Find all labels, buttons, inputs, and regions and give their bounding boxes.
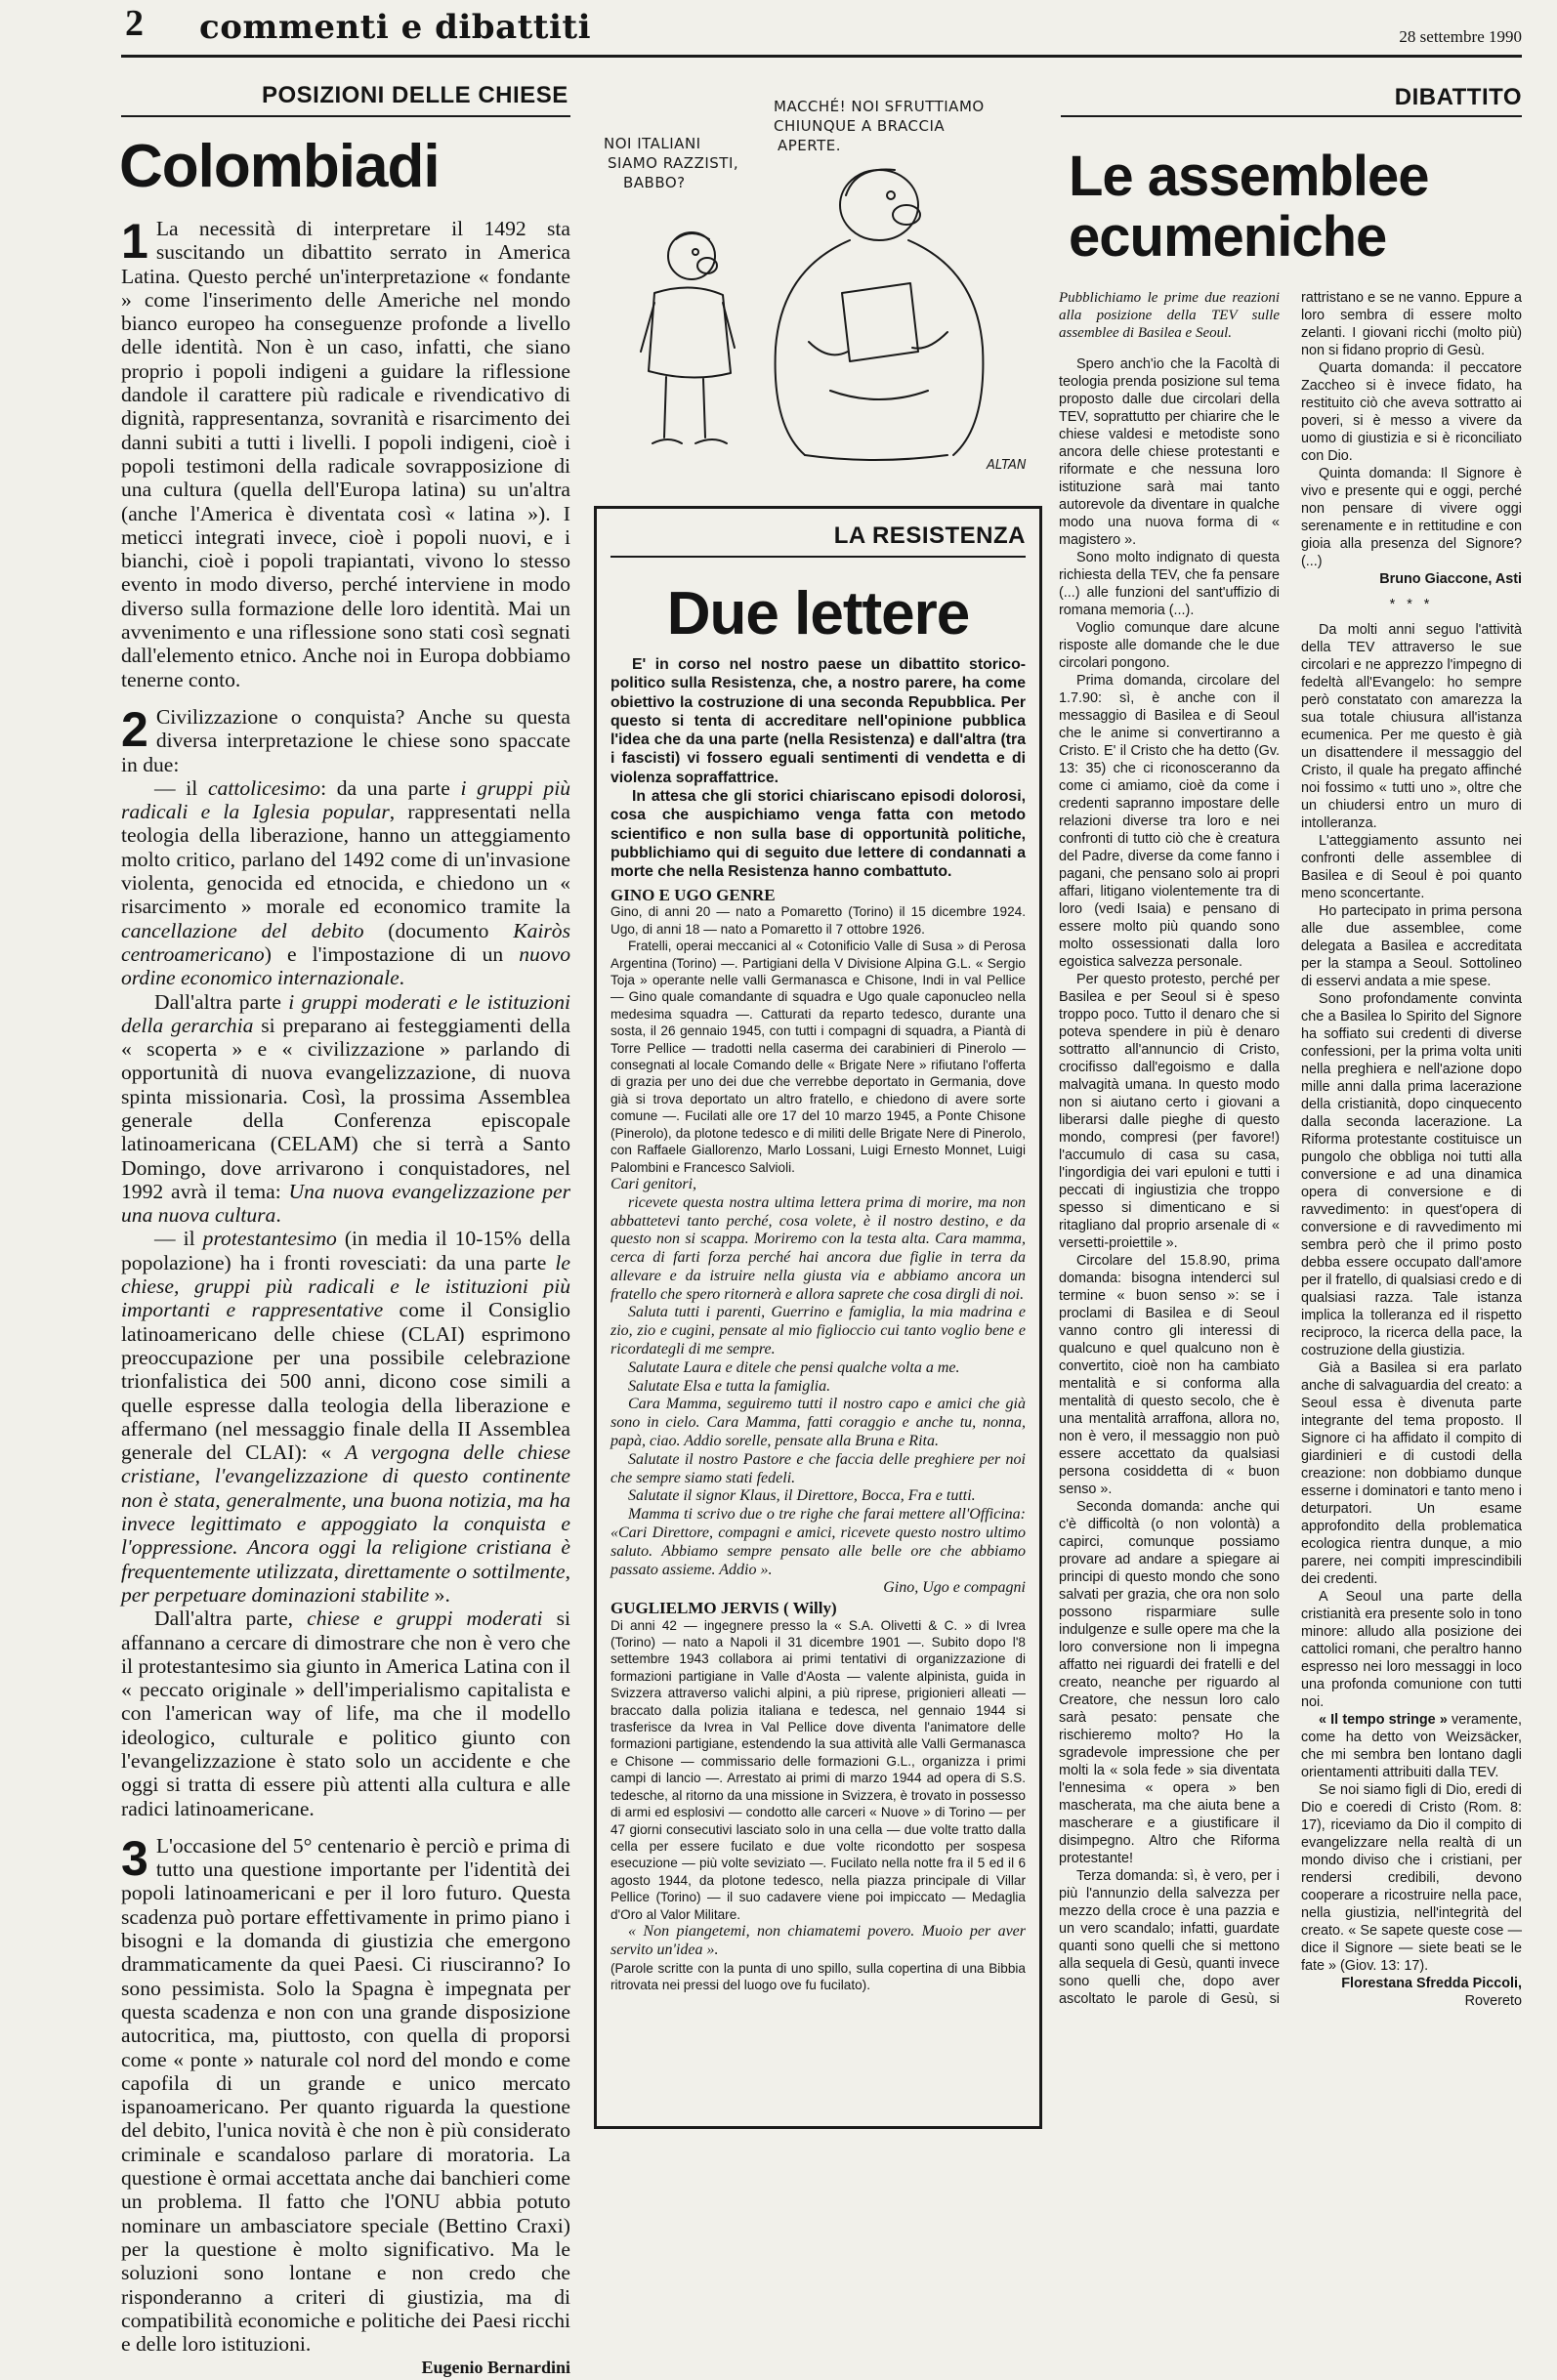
right-paragraph: Voglio comunque dare alcune risposte alle domande che le due circolari pongono. bbox=[1059, 620, 1280, 671]
box-letters bbox=[610, 885, 1026, 1993]
section-number-3: 3 bbox=[121, 1830, 148, 1886]
page-number: 2 bbox=[125, 3, 144, 44]
letter-1-text: Saluta tutti i parenti, Guerrino e famiglia, la mia madrina e zio, zio e cugini, pensate al mio figlioccio cui tanto voglio bene e ricordategli di me sempre. bbox=[610, 1304, 1026, 1358]
right-paragraph: Sono molto indignato di questa richiesta della TEV, che fa pensare (...) alle funzioni del sant'uffizio di romana memoria (...). bbox=[1059, 550, 1280, 618]
separator-stars: * * * bbox=[1389, 597, 1434, 612]
letter-1-text: Salutate il signor Klaus, il Direttore, Bocca, Fra e tutti. bbox=[628, 1487, 976, 1505]
child-speech-line-1: NOI ITALIANI bbox=[604, 135, 701, 152]
resistance-box bbox=[594, 506, 1042, 2129]
child-body bbox=[649, 287, 731, 377]
left-paragraph-protestantism: — il protestantesimo (in media il 10-15% della popolazione) ha i fronti rovesciati: da una parte le chiese, gruppi più radicali e le istituzioni più importanti e rappresentative come il Consiglio latinoamericano delle chiese (CLAI) esprimono preoccupazione per una possibile celebrazione trionfalistica dei 500 anni, dicono cose simili a quelle espresse dalla teologia della liberazione e affermano (nel messaggio finale della II Assemblea generale del CLAI): « A vergogna delle chiese cristiane, l'evangelizzazione di questo continente non è stata, generalmente, una buona notizia, ma ha invece legittimato e appoggiato la conquista e l'oppressione. Ancora oggi la religione cristiana è frequentemente utilizzata, direttamente o sottilmente, per perpetuare dominazioni stabilite ». bbox=[121, 1227, 571, 1607]
right-kicker-rule bbox=[1061, 115, 1522, 117]
child-speech-line-3: BABBO? bbox=[623, 174, 686, 191]
right-paragraph: Ho partecipato in prima persona alle due assemblee, come delegata a Basilea e accreditata per la stampa a Seoul. Sottolineo di esservi andata a mie spese. bbox=[1301, 903, 1522, 989]
masthead-rule bbox=[121, 55, 1522, 58]
letter-1-names: GINO E UGO GENRE bbox=[610, 886, 776, 904]
box-intro bbox=[610, 655, 1026, 882]
father-speech-line-2: CHIUNQUE A BRACCIA bbox=[774, 117, 946, 135]
letter-1-text: Cara Mamma, seguiremo tutti il nostro capo e amici che già sono in cielo. Cara Mamma, fatti coraggio e anche tu, nonna, papà, ciao. Addio sorelle, pensate alla Bruna e Rita. bbox=[610, 1396, 1026, 1450]
right-article-title bbox=[1069, 146, 1537, 268]
right-paragraph: Prima domanda, circolare del 1.7.90: sì, è anche con il messaggio di Basilea e di Seoul che le anime si convertiranno a Cristo. E' il Cristo che ha detto (Gv. 13: 35) che ci riconosceranno da come ci amiamo, cioè da come i credenti sapranno impostare delle relazioni diverse tra loro e nei confronti di tutto ciò che è creatura del Padre, diverse da come fanno i pagani, che pensano solo ai propri affari, litigano violentemente tra di loro (vedi Isaia) e pensano di essere molto più quando sono molto ossessionati dalla loro egoistica salvezza personale. bbox=[1059, 673, 1280, 970]
right-paragraph: Quarta domanda: il peccatore Zaccheo si è invece fidato, ha restituito ciò che aveva sottratto ai poveri, si è messo a vivere da uomo di giustizia e si è riconciliato con Dio. bbox=[1301, 360, 1522, 464]
letter-1-text: Salutate il nostro Pastore e che faccia delle preghiere per noi che sempre siamo stati fedeli. bbox=[610, 1450, 1026, 1486]
cartoon bbox=[586, 98, 1045, 480]
letter-1-text: Salutate Laura e ditele che pensi qualche volta a me. bbox=[628, 1358, 960, 1376]
father-paper bbox=[842, 283, 918, 361]
child-speech-line-2: SIAMO RAZZISTI, bbox=[608, 154, 739, 172]
right-paragraph: Terza domanda: sì, è vero, per i più l'annunzio della salvezza per mezzo della croce è una pazzia e un vero scandalo; infatti, guardate quanti sono quelli che si mettono alla sequela di Gesù, quanti invece sono quelli che, dopo aver ascoltato le parole di Gesù, si rattristano e se ne vanno. Eppure a loro sembra di essere molto zelanti. I giovani ricchi (molto più) non si fidano proprio di Gesù. bbox=[1059, 290, 1522, 2007]
issue-date: 28 settembre 1990 bbox=[1399, 27, 1522, 46]
letter-1-bio-detail: Fratelli, operai meccanici al « Cotonificio Valle di Susa » di Perosa Argentina (Torino) —. Partigiani della V Divisione Alpina G.L. « Sergio Toja » operante nelle valli Germanasca e Chisone, Indi in val Pellice — Gino quale comandante di squadra e Ugo quale caponucleo nella medesima squadra —. Catturati da reparto tedesco, durante una sosta, il 26 gennaio 1945, con tutti i compagni di squadra, a Piantà di Torre Pellice — tradotti nella caserma dei carabinieri di Pinerolo — consegnati al locale Comando delle « Brigate Nere » rifiutano l'offerta di grazia per uno dei due che verrebbe deportato in Germania, dove già si trova deportato un altro fratello, e chiedono di avere sorte comune —. Fucilati alle ore 17 del 10 marzo 1945, a Ponte Chisone (Pinerolo), da plotone tedesco e di militi delle Brigate Nere di Pinerolo, con Raffaele Giallorenzo, Marlo Lossani, Luigi Ernesto Monnet, Luigi Palombini e Francesco Salvioli. bbox=[610, 939, 1026, 1175]
left-article-title: Colombiadi bbox=[119, 133, 440, 200]
right-paragraph: Spero anch'io che la Facoltà di teologia prenda posizione sul tema proposto dalle due circolari della TEV, soprattutto per chiarire che le chiese valdesi e metodiste sono ancora delle chiese protestanti e riformate e che nessuna loro istituzione sarà mai tanto autorevole da diventare in qualche modo una nuova forma di « magistero ». bbox=[1059, 356, 1280, 548]
left-paragraph-catholicism: — il cattolicesimo: da una parte i gruppi più radicali e la Iglesia popular, rappresentati nella teologia della liberazione, hanno un atteggiamento molto critico, parlano del 1492 come di un'invasione violenta, genocida ed etnocida, e chiedono un « risarcimento » morale ed economico tramite la cancellazione del debito (documento Kairòs centroamericano) e l'impostazione di un nuovo ordine economico internazionale. bbox=[121, 775, 571, 990]
father-speech-line-3: APERTE. bbox=[778, 137, 842, 154]
letter-2-text: « Non piangetemi, non chiamatemi povero. Muoio per aver servito un'idea ». bbox=[610, 1922, 1026, 1958]
right-paragraph: A Seoul una parte della cristianità era presente solo in tono minore: alludo alla posizione dei cattolici romani, che peraltro hanno espresso nei loro messaggi in loco una profonda comunione con tutti noi. bbox=[1301, 1589, 1522, 1710]
left-article-body bbox=[121, 214, 571, 2378]
letter-2-note: (Parole scritte con la punta di uno spillo, sulla copertina di una Bibbia ritrovata nei pressi del luogo ove fu fucilato). bbox=[610, 1960, 1026, 1992]
left-section-2-lead: Civilizzazione o conquista? Anche su questa diversa interpretazione le chiese sono spaccate in due: bbox=[121, 704, 570, 776]
right-article-body bbox=[1059, 289, 1522, 2125]
right-title-line-2: ecumeniche bbox=[1069, 205, 1387, 269]
left-section-1-text: La necessità di interpretare il 1492 sta suscitando un dibattito serrato in America Latina. Questo perché un'interpretazione « fondante » come l'inserimento delle Americhe nel mondo bianco europeo ha conseguenze profonde a livello delle identità. Non è un caso, infatti, che siano proprio i popoli indigeni a guidare la riflessione dandole il carattere più radicale e rivendicativo di dignità, rappresentanza, sovranità e risarcimento dei danni subiti a tutti i livelli. I popoli indigeni, cioè i popoli testimoni della radicale sovrapposizione di una cultura (quella dell'Europa latina) su un'altra (anche l'America è diventata così « latina »). I meticci integrati invece, cioè i popoli nuovi, e i bianchi, cioè i popoli trapiantati, vivono lo stesso evento in modo diverso, perché interviene in modo diverso sulla formazione delle loro identità. Mai un avvenimento e una riflessione sono stati così segnati dall'elemento etnico. Anche noi in Europa dobbiamo tenerne conto. bbox=[121, 217, 570, 691]
left-paragraph-hierarchy: Dall'altra parte i gruppi moderati e le istituzioni della gerarchia si preparano ai festeggiamenti della « scoperta » e « civilizzazione » parlando di opportunità di nuova evangelizzazione, di nuova spinta missionaria. Così, la prossima Assemblea generale della Conferenza episcopale latinoamericana (CELAM) che si terrà a Santo Domingo, dove arrivarono i conquistadores, nel 1992 avrà il tema: Una nuova evangelizzazione per una nuova cultura. bbox=[121, 989, 570, 1228]
letter-1-text: Salutate Elsa e tutta la famiglia. bbox=[628, 1377, 831, 1395]
right-signature-2-name: Florestana Sfredda Piccoli, bbox=[1341, 1976, 1522, 1991]
right-paragraph: L'atteggiamento assunto nei confronti delle assemblee di Basilea e di Seoul è poi quanto meno sconcertante. bbox=[1301, 833, 1522, 901]
right-paragraph: Seconda domanda: anche qui c'è difficoltà (o non volontà) a capirci, comunque possiamo provare ad andare a spiegare ai principi di questo mondo che sono salvati per grazia, che ora non solo possono risparmiare sulle indulgenze e sulle opere ma che la loro conversione non li impegna affatto nei riguardi dei fratelli e del creato, neanche per riguardo al Creatore, che nessun loro calo sarà pesato: pensate che rischieremo molto? Ho la sgradevole impressione che per molti la « sola fede » sia diventata l'ennesima « opera » ben mascherata, ma che aiuta bene a mascherare e a giustificare il disimpegno. Altro che Riforma protestante! bbox=[1059, 1499, 1280, 1866]
letter-2-name: GUGLIELMO JERVIS ( Willy) bbox=[610, 1599, 837, 1618]
right-paragraph: Quinta domanda: Il Signore è vivo e presente qui e oggi, perché non pensare di vivere oggi serenamente e in rettitudine e con gioia alla presenza del Signore? (...) bbox=[1301, 466, 1522, 569]
cartoon-artist-signature: ALTAN bbox=[987, 458, 1027, 473]
right-paragraph: Già a Basilea si era parlato anche di salvaguardia del creato: a Seoul essa è divenuta parte integrante del tema proposto. Il Signore ci ha affidato il compito di giardinieri e di custodi della creazione: non dobbiamo dunque esserne i dominatori e tanto meno i deturpatori. Un esame approfondito della problematica ecologica rientra dunque, a mio parere, nei compiti imprescindibili dei credenti. bbox=[1301, 1360, 1522, 1587]
left-kicker-rule bbox=[121, 115, 570, 117]
left-paragraph-moderates: Dall'altra parte, chiese e gruppi moderati si affannano a cercare di dimostrare che non è vero che il protestantesimo sia giunto in America Latina con il « peccato originale » dell'imperialismo capitalista e con l'american way of life, ma che il modello ideologico, culturale e politico giunto con l'evangelizzazione è stato solo un accidente e che oggi si tratta di essere più attenti alla cultura e alle radici latinoamericane. bbox=[121, 1607, 571, 1820]
box-intro-paragraph-1: E' in corso nel nostro paese un dibattito storico-politico sulla Resistenza, che, a nostro parere, ha come obiettivo la costruzione di una seconda Repubblica. Per questo si tenta di accreditare nell'opinione pubblica l'idea che da una parte (nella Resistenza) e dall'altra (tra i fascisti) vi fossero eguali sentimenti di vendetta e di violenza sopraffattrice. bbox=[610, 656, 1026, 786]
section-number-2: 2 bbox=[121, 701, 148, 757]
right-kicker: DIBATTITO bbox=[1394, 84, 1522, 110]
right-paragraph: « Il tempo stringe » veramente, come ha detto von Weizsäcker, che mi sembra ben lontano dagli orientamenti attribuiti dalla TEV. bbox=[1301, 1712, 1522, 1780]
left-kicker: POSIZIONI DELLE CHIESE bbox=[262, 82, 568, 108]
left-author-signature: Eugenio Bernardini bbox=[421, 2358, 570, 2378]
cartoon-drawing bbox=[586, 98, 1045, 480]
father-speech-line-1: MACCHÉ! NOI SFRUTTIAMO bbox=[774, 98, 985, 115]
right-title-line-1: Le assemblee bbox=[1069, 145, 1429, 208]
box-intro-paragraph-2: In attesa che gli storici chiariscano episodi dolorosi, cosa che auspichiamo venga fatta con metodo scientifico e non sulla base di opportunità politiche, pubblichiamo qui di seguito due lettere di condannati a morte che nella Resistenza hanno combattuto. bbox=[610, 788, 1026, 881]
letter-1-text: Mamma ti scrivo due o tre righe che farai mettere all'Officina: «Cari Direttore, compagni e amici, ricevete questo nostro ultimo saluto. Abbiamo sempre pensato alle belle ore che abbiamo passato assieme. Addio ». bbox=[610, 1506, 1026, 1578]
right-intro: Pubblichiamo le prime due reazioni alla posizione della TEV sulle assemblee di Basilea e Seoul. bbox=[1059, 290, 1280, 341]
letter-2-bio: Di anni 42 — ingegnere presso la « S.A. Olivetti & C. » di Ivrea (Torino) — nato a Napoli il 31 dicembre 1901 —. Subito dopo l'8 settembre 1943 collabora ai primi tentativi di organizzazione di formazioni partigiane in Valle d'Aosta — valente alpinista, guida in Svizzera attraverso valichi alpini, a più riprese, prigionieri alleati — braccato dalla polizia italiana e tedesca, nel gennaio 1944 si trasferisce da Ivrea in Val Pellice dove diventa l'animatore delle formazioni partigiane, estendendo la sua attività alle Valli Germanasca e Chisone — commissario delle formazioni G.L., organizza i primi campi di lancio —. Arrestato ai primi di marzo 1944 ad opera di S.S. tedesche, al ritorno da una missione in Svizzera, è trovato in possesso di armi ed esplosivi — condotto alle carceri « Nuove » di Torino — per 47 giorni consecutivi lasciato solo in una cella — due volte tratto dalla cella per essere fucilato e due volte ricondotto per sospesa esecuzione — più volte seviziato —. Fucilato nella notte fra il 5 ed il 6 agosto 1944, da plotone tedesco, nella piazza principale di Villar Pellice (Torino) — il suo cadavere viene poi impiccato — Medaglia d'Oro al Valor Militare. bbox=[610, 1617, 1026, 1922]
box-kicker-rule bbox=[610, 556, 1026, 558]
section-title: commenti e dibattiti bbox=[199, 8, 592, 47]
box-kicker: LA RESISTENZA bbox=[833, 522, 1026, 549]
right-paragraph: Per questo protesto, perché per Basilea e per Seoul si è speso troppo poco. Tutto il denaro che si poteva spendere in più è denaro sottratto all'annuncio di Cristo, crocifisso dall'egoismo e dalla malvagità umana. In questo modo non si aiutano certo i giovani a liberarsi dalle pieghe di questo mondo, compresi (per favore!) l'accumulo di casa su casa, l'ingordigia dei vari epuloni e tutti i peccati di ingiustizia che troppo spesso si dimenticano e si ritagliano dal proprio arsenale di « versetti-proiettile ». bbox=[1059, 972, 1280, 1251]
right-paragraph: Se noi siamo figli di Dio, eredi di Dio e coeredi di Cristo (Rom. 8: 17), riceviamo da Dio il compito di evangelizzare nella realtà di un mondo diviso che i cristiani, per rendersi credibili, devono cooperare a ricostruire nella pace, nella giustizia, nell'integrità del creato. « Se sapete queste cose — dice il Signore — siete beati se le fate » (Giov. 13: 17). bbox=[1301, 1782, 1522, 1974]
section-number-1: 1 bbox=[121, 214, 148, 269]
father-body bbox=[776, 240, 984, 455]
letter-1-signature: Gino, Ugo e compagni bbox=[883, 1579, 1026, 1597]
left-section-3-text: L'occasione del 5° centenario è perciò e prima di tutto una questione importante per l'identità dei popoli latinoamericani e per il loro futuro. Questa scadenza può portare effettivamente in primo piano i bisogni e la domanda di giustizia che emergono drammaticamente da quei Paesi. Ci riusciranno? Io sono pessimista. Solo la Spagna è impegnata per questa scadenza e non con una grande disposizione autocritica, ma, piuttosto, con quella di proporsi come « ponte » naturale col nord del mondo e come capofila di un grande e unico mercato ispanoamericano. Per quanto riguarda la questione del debito, l'unica novità è che non è più considerato criminale e scandaloso parlare di moratoria. La questione è ormai accettata anche dai banchieri come un problema. Il fatto che l'ONU abbia potuto nominare un ambasciatore speciale (Bettino Craxi) per la questione è molto significativo. Ma le soluzioni sono lontane e non credo che risponderanno a criteri di giustizia, ma di compatibilità economiche e politiche dei Paesi ricchi e delle loro istituzioni. bbox=[121, 1833, 570, 2357]
right-paragraph: Sono profondamente convinta che a Basilea lo Spirito del Signore ha soffiato sui credenti di diverse confessioni, per la prima volta uniti nella preghiera e nell'azione dopo mille anni dalla prima lacerazione della cristianità, dopo cinquecento dalla seconda lacerazione. La Riforma protestante costituisce un pungolo che obbliga noi tutti alla conversione e ad una dinamica opera di conversione e di ravvedimento: in quest'opera di conversione e di ravvedimento mi sembra però che il primo posto debba essere occupato dall'amore per il fratello, di qualsiasi credo e di qualsiasi razza. Tale istanza implica la tolleranza ed il rispetto reciproco, la ricerca della pace, la costruzione della giustizia. bbox=[1301, 991, 1522, 1358]
letter-1-text: ricevete questa nostra ultima lettera prima di morire, ma non abbattetevi tanto perché, cosa volete, è il nostro destino, e da questo non si scappa. Moriremo con la testa alta. Cara mamma, cerca di farti forza perché hai ancora due figlie in terra da allevare e da istruire nella giusta via e abbiamo ancora un fratello che spero ritornerà e allora saprete che cosa dirgli di noi. bbox=[610, 1193, 1026, 1303]
right-signature-2-city: Rovereto bbox=[1464, 1993, 1522, 2009]
letter-1-bio: Gino, di anni 20 — nato a Pomaretto (Torino) il 15 dicembre 1924. Ugo, di anni 18 — nato a Pomaretto il 7 ottobre 1926. bbox=[610, 904, 1026, 937]
box-title: Due lettere bbox=[666, 580, 970, 647]
letter-1-salutation: Cari genitori, bbox=[610, 1175, 697, 1192]
right-paragraph: Circolare del 15.8.90, prima domanda: bisogna intenderci sul termine « buon senso »: se i proclami di Basilea e di Seoul vanno contro gli interessi di qualcuno e quel qualcuno non è convertito, cioè non ha cambiato mentalità e si conforma alla mentalità di questo secolo, che è una mentalità arraffona, allora no, non è vero, il messaggio non può essere accettato da qualsiasi persona cosiddetta di « buon senso ». bbox=[1059, 1253, 1280, 1497]
right-paragraph: Da molti anni seguo l'attività della TEV attraverso le sue circolari e ne apprezzo l'impegno di fedeltà all'Evangelo: ho sempre però constatato con amarezza la sua totale chiusura all'istanza ecumenica. Per me questo è già un disattendere il messaggio del Cristo, il quale ha pregato affinché noi fossimo « tutti uno », oltre che un chiudersi entro un muro di intolleranza. bbox=[1301, 622, 1522, 831]
right-signature-1: Bruno Giaccone, Asti bbox=[1379, 571, 1522, 587]
